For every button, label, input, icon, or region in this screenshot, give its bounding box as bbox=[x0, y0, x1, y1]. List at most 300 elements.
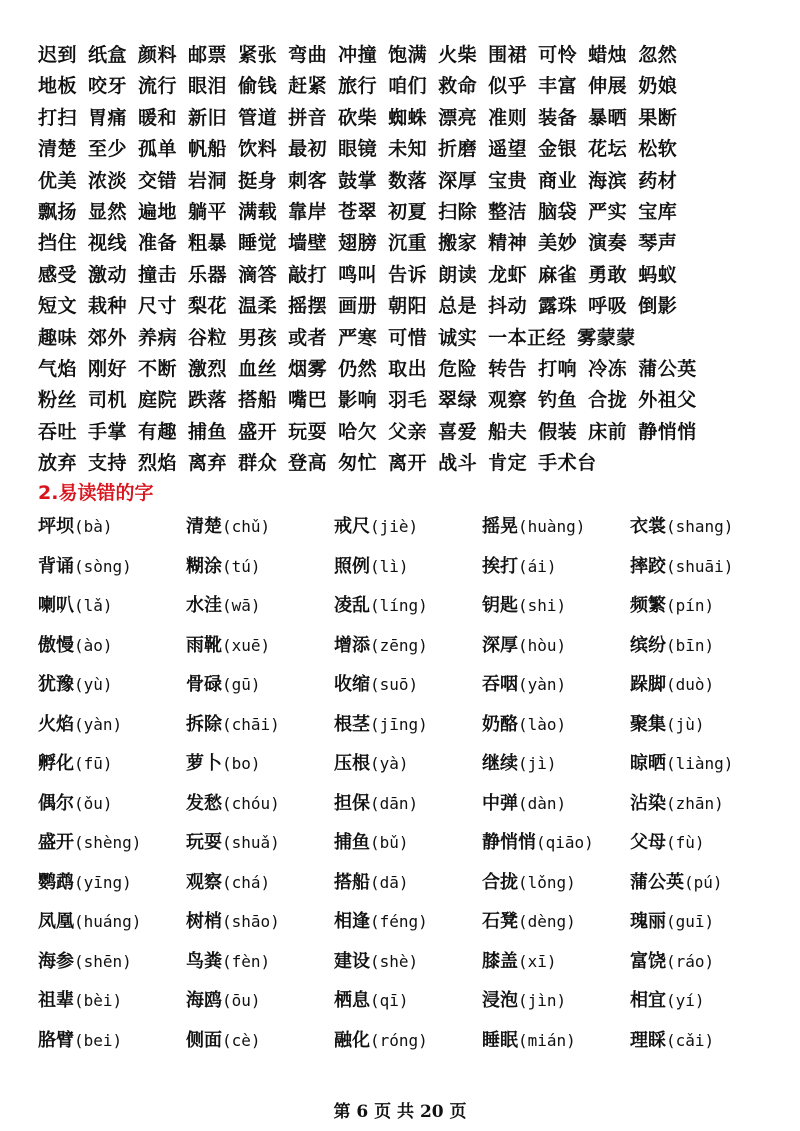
pinyin-row bbox=[38, 868, 778, 908]
word-item: 精神 bbox=[488, 232, 528, 255]
pinyin-entry bbox=[186, 512, 270, 538]
entry-pinyin: (gū) bbox=[222, 675, 261, 694]
pinyin-entry bbox=[630, 749, 733, 775]
word-item: 满载 bbox=[238, 200, 278, 223]
pinyin-entry bbox=[334, 789, 418, 815]
word-item: 肯定 bbox=[488, 452, 528, 475]
word-item: 床前 bbox=[588, 420, 628, 443]
word-item: 假装 bbox=[538, 420, 578, 443]
entry-pinyin: (xuē) bbox=[222, 635, 271, 655]
pinyin-entry bbox=[482, 710, 566, 736]
word-item: 摇摆 bbox=[288, 295, 328, 318]
entry-pinyin: (guī) bbox=[666, 912, 715, 931]
word-item: 药材 bbox=[638, 169, 678, 192]
word-item: 睡觉 bbox=[238, 232, 278, 255]
word-item: 旅行 bbox=[338, 75, 378, 98]
word-item: 支持 bbox=[88, 452, 128, 475]
entry-pinyin: (líng) bbox=[370, 596, 428, 615]
pinyin-entry bbox=[38, 512, 113, 538]
entry-pinyin: (jiè) bbox=[370, 517, 419, 536]
word-item: 翠绿 bbox=[438, 389, 478, 412]
pinyin-entry bbox=[630, 631, 714, 657]
word-item: 盛开 bbox=[238, 420, 278, 443]
word-line bbox=[38, 228, 768, 259]
pinyin-row bbox=[38, 789, 778, 829]
word-list bbox=[38, 40, 768, 479]
pinyin-entry bbox=[186, 710, 280, 736]
entry-pinyin: (lǎ) bbox=[74, 596, 113, 615]
word-item: 跌落 bbox=[188, 389, 228, 412]
pinyin-entry bbox=[482, 670, 566, 696]
word-item: 谷粒 bbox=[188, 326, 228, 349]
word-item: 庭院 bbox=[138, 389, 178, 412]
word-item: 地板 bbox=[38, 75, 78, 98]
entry-word: 凤凰 bbox=[38, 911, 74, 932]
entry-pinyin: (róng) bbox=[370, 1030, 428, 1050]
word-item: 玩耍 bbox=[288, 420, 328, 443]
word-item: 鸣叫 bbox=[338, 263, 378, 286]
word-item: 迟到 bbox=[38, 44, 78, 66]
word-item: 嘴巴 bbox=[288, 389, 328, 412]
word-item: 折磨 bbox=[438, 138, 478, 161]
entry-word: 水洼 bbox=[186, 595, 222, 616]
pinyin-entry bbox=[334, 947, 418, 973]
pinyin-entry bbox=[482, 947, 557, 973]
word-item: 漂亮 bbox=[438, 106, 478, 129]
word-item: 商业 bbox=[538, 169, 578, 192]
pinyin-row bbox=[38, 552, 778, 592]
entry-pinyin: (yàn) bbox=[518, 675, 567, 694]
entry-word: 鹦鹉 bbox=[38, 871, 74, 893]
word-item: 敲打 bbox=[288, 263, 328, 286]
pinyin-entry bbox=[630, 670, 714, 696]
word-item: 围裙 bbox=[488, 44, 528, 66]
entry-word: 跺脚 bbox=[630, 674, 666, 695]
entry-word: 蒲公英 bbox=[630, 871, 684, 893]
entry-pinyin: (yù) bbox=[74, 675, 113, 694]
entry-pinyin: (shè) bbox=[370, 951, 419, 971]
pinyin-entry bbox=[38, 591, 113, 617]
pinyin-entry bbox=[38, 710, 122, 736]
word-item: 诚实 bbox=[438, 326, 478, 349]
entry-word: 傲慢 bbox=[38, 634, 74, 656]
word-item: 影响 bbox=[338, 389, 378, 412]
word-item: 金银 bbox=[538, 138, 578, 161]
entry-pinyin: (shèng) bbox=[74, 833, 142, 852]
entry-pinyin: (féng) bbox=[370, 912, 428, 931]
entry-pinyin: (pín) bbox=[666, 596, 715, 615]
pinyin-entry bbox=[630, 868, 723, 894]
pinyin-entry bbox=[186, 907, 280, 933]
entry-word: 中弹 bbox=[482, 792, 518, 814]
word-item: 蜘蛛 bbox=[388, 106, 428, 129]
entry-pinyin: (cè) bbox=[222, 1030, 261, 1050]
pinyin-row bbox=[38, 670, 778, 710]
word-item: 胃痛 bbox=[88, 106, 128, 129]
entry-word: 相宜 bbox=[630, 990, 666, 1011]
entry-word: 发愁 bbox=[186, 792, 222, 814]
pinyin-row bbox=[38, 631, 778, 671]
section-title: 2.易读错的字 bbox=[38, 482, 154, 504]
entry-word: 理睬 bbox=[630, 1029, 666, 1051]
word-item: 仍然 bbox=[338, 357, 378, 380]
pinyin-entry bbox=[482, 828, 594, 854]
entry-word: 糊涂 bbox=[186, 555, 222, 577]
word-item: 邮票 bbox=[188, 44, 228, 66]
entry-pinyin: (hòu) bbox=[518, 635, 567, 655]
word-item: 花坛 bbox=[588, 138, 628, 161]
word-item: 严寒 bbox=[338, 326, 378, 349]
word-item: 血丝 bbox=[238, 357, 278, 380]
word-item: 沉重 bbox=[388, 232, 428, 255]
word-item: 蜡烛 bbox=[588, 44, 628, 66]
word-item: 匆忙 bbox=[338, 452, 378, 475]
pinyin-entry bbox=[186, 947, 270, 973]
word-item: 激动 bbox=[88, 263, 128, 286]
pinyin-entry bbox=[482, 1026, 576, 1052]
pinyin-entry bbox=[482, 749, 557, 775]
word-item: 捕鱼 bbox=[188, 420, 228, 443]
pinyin-entry bbox=[334, 1026, 428, 1052]
entry-pinyin: (zēng) bbox=[370, 635, 428, 655]
entry-word: 融化 bbox=[334, 1029, 370, 1051]
entry-pinyin: (lì) bbox=[370, 556, 409, 576]
word-item: 优美 bbox=[38, 169, 78, 192]
word-line bbox=[38, 385, 768, 416]
entry-pinyin: (chá) bbox=[222, 872, 271, 892]
word-item: 离开 bbox=[388, 452, 428, 475]
pinyin-entry bbox=[38, 631, 113, 657]
word-item: 眼泪 bbox=[188, 75, 228, 98]
pinyin-entry bbox=[38, 1026, 122, 1052]
entry-pinyin: (zhān) bbox=[666, 793, 724, 813]
entry-pinyin: (chóu) bbox=[222, 793, 280, 813]
word-item: 纸盒 bbox=[88, 44, 128, 66]
entry-pinyin: (yà) bbox=[370, 754, 409, 773]
word-item: 扫除 bbox=[438, 200, 478, 223]
entry-word: 沾染 bbox=[630, 792, 666, 814]
word-item: 演奏 bbox=[588, 232, 628, 255]
pinyin-row bbox=[38, 749, 778, 789]
entry-word: 建设 bbox=[334, 950, 370, 972]
entry-pinyin: (cǎi) bbox=[666, 1030, 715, 1050]
word-line bbox=[38, 291, 768, 322]
pinyin-entry bbox=[334, 670, 418, 696]
entry-word: 挨打 bbox=[482, 555, 518, 577]
entry-pinyin: (huáng) bbox=[74, 912, 142, 931]
pinyin-entry bbox=[186, 828, 280, 854]
word-item: 不断 bbox=[138, 357, 178, 380]
entry-pinyin: (suō) bbox=[370, 675, 419, 694]
entry-pinyin: (wā) bbox=[222, 596, 261, 615]
entry-word: 继续 bbox=[482, 753, 518, 774]
entry-word: 晾晒 bbox=[630, 753, 666, 774]
word-item: 司机 bbox=[88, 389, 128, 412]
entry-word: 静悄悄 bbox=[482, 832, 536, 853]
word-item: 麻雀 bbox=[538, 263, 578, 286]
entry-pinyin: (ào) bbox=[74, 635, 113, 655]
word-item: 呼吸 bbox=[588, 295, 628, 318]
word-item: 取出 bbox=[388, 357, 428, 380]
word-item: 数落 bbox=[388, 169, 428, 192]
entry-word: 搭船 bbox=[334, 871, 370, 893]
word-item: 群众 bbox=[238, 452, 278, 475]
entry-word: 摇晃 bbox=[482, 516, 518, 537]
entry-word: 盛开 bbox=[38, 832, 74, 853]
word-line bbox=[38, 417, 768, 448]
word-item: 躺平 bbox=[188, 200, 228, 223]
entry-pinyin: (qiāo) bbox=[536, 833, 594, 852]
entry-word: 钥匙 bbox=[482, 595, 518, 616]
word-item: 流行 bbox=[138, 75, 178, 98]
entry-word: 背诵 bbox=[38, 555, 74, 577]
word-item: 气焰 bbox=[38, 357, 78, 380]
word-item: 离弃 bbox=[188, 452, 228, 475]
word-item: 露珠 bbox=[538, 295, 578, 318]
entry-word: 观察 bbox=[186, 871, 222, 893]
word-line bbox=[38, 448, 768, 479]
word-item: 粗暴 bbox=[188, 232, 228, 255]
entry-word: 聚集 bbox=[630, 713, 666, 735]
entry-word: 胳臂 bbox=[38, 1029, 74, 1051]
word-item: 装备 bbox=[538, 106, 578, 129]
word-item: 哈欠 bbox=[338, 420, 378, 443]
word-item: 粉丝 bbox=[38, 389, 78, 412]
entry-pinyin: (shang) bbox=[666, 517, 734, 536]
entry-pinyin: (dèng) bbox=[518, 912, 576, 931]
entry-word: 海鸥 bbox=[186, 990, 222, 1011]
word-item: 似乎 bbox=[488, 75, 528, 98]
entry-pinyin: (lǒng) bbox=[518, 872, 576, 892]
entry-pinyin: (bīn) bbox=[666, 635, 715, 655]
word-item: 转告 bbox=[488, 357, 528, 380]
pinyin-entry bbox=[334, 986, 409, 1012]
word-line bbox=[38, 103, 768, 134]
word-item: 奶娘 bbox=[638, 75, 678, 98]
word-item: 抖动 bbox=[488, 295, 528, 318]
entry-pinyin: (mián) bbox=[518, 1030, 576, 1050]
word-item: 暖和 bbox=[138, 106, 178, 129]
pinyin-entry bbox=[334, 631, 428, 657]
entry-word: 犹豫 bbox=[38, 674, 74, 695]
pinyin-entry bbox=[38, 749, 113, 775]
entry-pinyin: (qī) bbox=[370, 991, 409, 1010]
word-item: 偷钱 bbox=[238, 75, 278, 98]
entry-word: 鸟粪 bbox=[186, 950, 222, 972]
word-item: 弯曲 bbox=[288, 44, 328, 66]
pinyin-entry bbox=[630, 828, 705, 854]
word-item: 外祖父 bbox=[638, 389, 697, 412]
pinyin-entry bbox=[630, 591, 714, 617]
pinyin-entry bbox=[482, 986, 566, 1012]
pinyin-entry bbox=[38, 828, 141, 854]
word-item: 视线 bbox=[88, 232, 128, 255]
word-item: 宝贵 bbox=[488, 169, 528, 192]
entry-pinyin: (bèi) bbox=[74, 991, 123, 1010]
word-item: 清楚 bbox=[38, 138, 78, 161]
word-item: 脑袋 bbox=[538, 200, 578, 223]
entry-word: 海参 bbox=[38, 950, 74, 972]
word-item: 丰富 bbox=[538, 75, 578, 98]
word-item: 遍地 bbox=[138, 200, 178, 223]
word-item: 合拢 bbox=[588, 389, 628, 412]
entry-pinyin: (shēn) bbox=[74, 951, 132, 971]
word-item: 管道 bbox=[238, 106, 278, 129]
word-item: 有趣 bbox=[138, 420, 178, 443]
word-line bbox=[38, 40, 768, 71]
pinyin-entry bbox=[334, 749, 409, 775]
word-item: 交错 bbox=[138, 169, 178, 192]
entry-pinyin: (dān) bbox=[370, 793, 419, 813]
word-item: 遥望 bbox=[488, 138, 528, 161]
word-item: 饮料 bbox=[238, 138, 278, 161]
pinyin-entry bbox=[334, 710, 428, 736]
entry-word: 戒尺 bbox=[334, 516, 370, 537]
word-item: 郊外 bbox=[88, 326, 128, 349]
word-item: 烈焰 bbox=[138, 452, 178, 475]
entry-word: 树梢 bbox=[186, 911, 222, 932]
entry-word: 频繁 bbox=[630, 595, 666, 616]
entry-word: 清楚 bbox=[186, 516, 222, 537]
word-item: 感受 bbox=[38, 263, 78, 286]
word-item: 男孩 bbox=[238, 326, 278, 349]
word-item: 静悄悄 bbox=[638, 420, 697, 443]
word-item: 总是 bbox=[438, 295, 478, 318]
word-item: 赶紧 bbox=[288, 75, 328, 98]
entry-word: 膝盖 bbox=[482, 950, 518, 972]
entry-pinyin: (bei) bbox=[74, 1030, 123, 1050]
word-item: 果断 bbox=[638, 106, 678, 129]
word-item: 忽然 bbox=[638, 44, 678, 66]
entry-word: 喇叭 bbox=[38, 595, 74, 616]
entry-word: 侧面 bbox=[186, 1029, 222, 1051]
word-item: 严实 bbox=[588, 200, 628, 223]
pinyin-entry bbox=[334, 907, 428, 933]
entry-word: 栖息 bbox=[334, 990, 370, 1011]
word-item: 告诉 bbox=[388, 263, 428, 286]
entry-word: 骨碌 bbox=[186, 674, 222, 695]
word-item: 温柔 bbox=[238, 295, 278, 318]
word-item: 准则 bbox=[488, 106, 528, 129]
entry-word: 摔跤 bbox=[630, 555, 666, 577]
word-item: 帆船 bbox=[188, 138, 228, 161]
entry-pinyin: (sòng) bbox=[74, 556, 132, 576]
entry-word: 富饶 bbox=[630, 950, 666, 972]
word-item: 撞击 bbox=[138, 263, 178, 286]
entry-pinyin: (lào) bbox=[518, 714, 567, 734]
pinyin-entry bbox=[186, 670, 261, 696]
word-item: 梨花 bbox=[188, 295, 228, 318]
word-item: 放弃 bbox=[38, 452, 78, 475]
word-item: 砍柴 bbox=[338, 106, 378, 129]
entry-pinyin: (fèn) bbox=[222, 951, 271, 971]
word-item: 一本正经 bbox=[488, 326, 567, 349]
pinyin-entry bbox=[186, 631, 270, 657]
entry-pinyin: (dā) bbox=[370, 872, 409, 892]
word-item: 冲撞 bbox=[338, 44, 378, 66]
word-item: 眼镜 bbox=[338, 138, 378, 161]
word-item: 乐器 bbox=[188, 263, 228, 286]
entry-pinyin: (fū) bbox=[74, 754, 113, 773]
pinyin-entry bbox=[630, 512, 733, 538]
word-item: 孤单 bbox=[138, 138, 178, 161]
entry-pinyin: (ǒu) bbox=[74, 793, 113, 813]
word-item: 美妙 bbox=[538, 232, 578, 255]
word-item: 深厚 bbox=[438, 169, 478, 192]
pinyin-entry bbox=[186, 789, 280, 815]
word-item: 最初 bbox=[288, 138, 328, 161]
word-item: 蒲公英 bbox=[638, 357, 697, 380]
pinyin-entry bbox=[186, 749, 261, 775]
word-item: 吞吐 bbox=[38, 420, 78, 443]
word-item: 打响 bbox=[538, 357, 578, 380]
word-item: 刚好 bbox=[88, 357, 128, 380]
entry-word: 祖辈 bbox=[38, 990, 74, 1011]
entry-word: 奶酪 bbox=[482, 713, 518, 735]
entry-pinyin: (shuǎ) bbox=[222, 833, 280, 852]
entry-pinyin: (dàn) bbox=[518, 793, 567, 813]
word-item: 观察 bbox=[488, 389, 528, 412]
entry-word: 根茎 bbox=[334, 713, 370, 735]
word-line bbox=[38, 134, 768, 165]
pinyin-entry bbox=[630, 552, 733, 578]
pinyin-entry bbox=[482, 868, 576, 894]
pinyin-entry bbox=[630, 1026, 714, 1052]
pinyin-entry bbox=[38, 986, 122, 1012]
word-line bbox=[38, 323, 768, 354]
word-item: 苍翠 bbox=[338, 200, 378, 223]
pinyin-row bbox=[38, 986, 778, 1026]
entry-word: 玩耍 bbox=[186, 832, 222, 853]
word-line bbox=[38, 197, 768, 228]
entry-word: 睡眠 bbox=[482, 1029, 518, 1051]
entry-word: 浸泡 bbox=[482, 990, 518, 1011]
word-item: 画册 bbox=[338, 295, 378, 318]
word-item: 琴声 bbox=[638, 232, 678, 255]
entry-pinyin: (yí) bbox=[666, 991, 705, 1010]
word-item: 船夫 bbox=[488, 420, 528, 443]
word-item: 挺身 bbox=[238, 169, 278, 192]
word-item: 打扫 bbox=[38, 106, 78, 129]
word-item: 咬牙 bbox=[88, 75, 128, 98]
word-item: 准备 bbox=[138, 232, 178, 255]
word-item: 烟雾 bbox=[288, 357, 328, 380]
entry-word: 担保 bbox=[334, 792, 370, 814]
word-item: 岩洞 bbox=[188, 169, 228, 192]
word-item: 浓淡 bbox=[88, 169, 128, 192]
pinyin-entry bbox=[334, 512, 418, 538]
word-item: 搬家 bbox=[438, 232, 478, 255]
word-item: 救命 bbox=[438, 75, 478, 98]
pinyin-grid bbox=[38, 512, 778, 1065]
entry-pinyin: (shuāi) bbox=[666, 556, 734, 576]
entry-word: 增添 bbox=[334, 634, 370, 656]
entry-word: 石凳 bbox=[482, 911, 518, 932]
entry-word: 深厚 bbox=[482, 634, 518, 656]
word-item: 咱们 bbox=[388, 75, 428, 98]
pinyin-entry bbox=[38, 670, 113, 696]
entry-word: 捕鱼 bbox=[334, 832, 370, 853]
pinyin-entry bbox=[482, 631, 566, 657]
pinyin-entry bbox=[186, 868, 270, 894]
entry-word: 收缩 bbox=[334, 674, 370, 695]
word-item: 火柴 bbox=[438, 44, 478, 66]
entry-word: 压根 bbox=[334, 753, 370, 774]
word-item: 手术台 bbox=[538, 452, 597, 475]
word-item: 可怜 bbox=[538, 44, 578, 66]
word-item: 朗读 bbox=[438, 263, 478, 286]
entry-word: 雨靴 bbox=[186, 634, 222, 656]
